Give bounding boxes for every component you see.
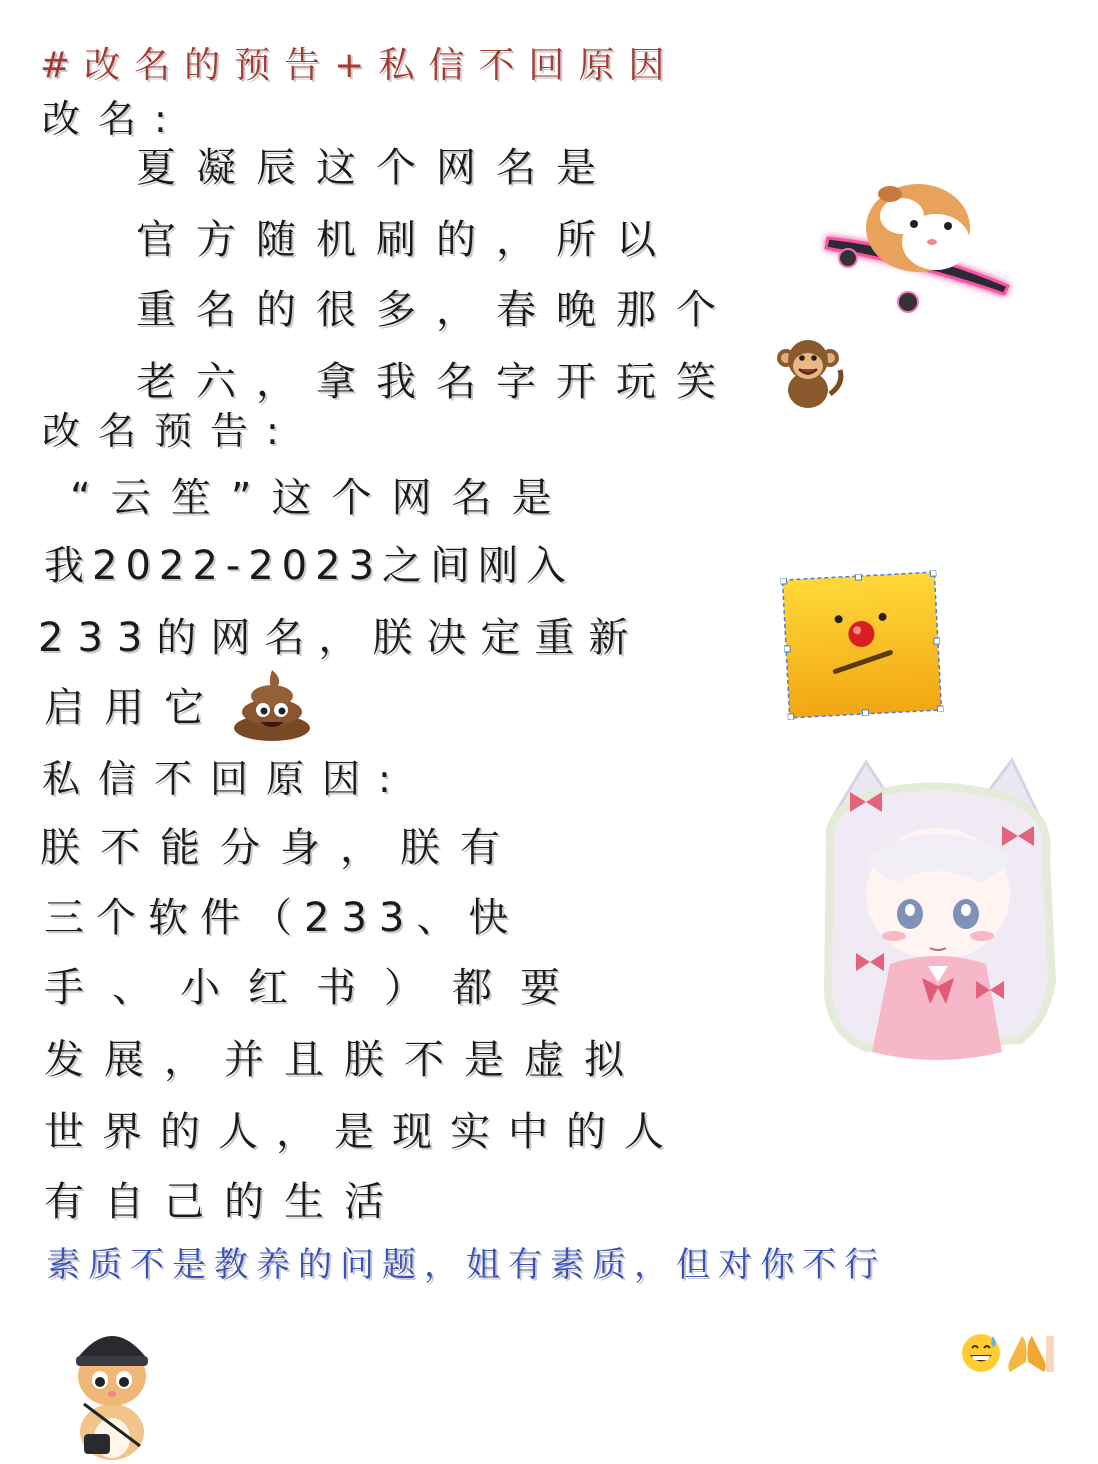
dm-line-2: 三个软件（233、快 — [44, 895, 521, 941]
rename-line-4: 老六，拿我名字开玩笑 — [136, 359, 736, 405]
preview-line-2: 我2022-2023之间刚入 — [44, 543, 575, 589]
preview-line-3: 233的网名，朕决定重新 — [38, 615, 643, 661]
preview-line-4: 启用它 — [44, 685, 224, 731]
grinning-sweat-emoji — [960, 1332, 1002, 1374]
rename-preview-heading: 改名预告: — [42, 409, 297, 453]
dm-line-3: 手、小红书）都要 — [44, 965, 588, 1011]
folded-hands-emoji — [1002, 1332, 1054, 1376]
dm-line-5: 世界的人，是现实中的人 — [44, 1109, 682, 1155]
preview-line-1: “云笙”这个网名是 — [70, 475, 572, 521]
closing-line: 素质不是教养的问题，姐有素质，但对你不行 — [46, 1245, 886, 1285]
clown-face-image — [780, 570, 943, 720]
poop-emoji — [230, 666, 314, 742]
clown-face-sticker[interactable] — [780, 570, 943, 720]
dm-reason-heading: 私信不回原因: — [42, 757, 409, 801]
guinea-pig-skateboard-sticker — [818, 168, 1018, 318]
cat-beanie-sticker — [64, 1316, 160, 1462]
anime-cat-girl-sticker — [806, 752, 1068, 1082]
page-title: #改名的预告+私信不回原因 — [40, 45, 679, 86]
rename-line-3: 重名的很多，春晚那个 — [136, 287, 736, 333]
rename-line-1: 夏凝辰这个网名是 — [136, 145, 616, 191]
dm-line-1: 朕不能分身，朕有 — [40, 825, 520, 871]
rename-heading: 改名: — [42, 97, 185, 141]
rename-line-2: 官方随机刷的，所以 — [136, 217, 676, 263]
monkey-emoji — [774, 334, 846, 410]
dm-line-6: 有自己的生活 — [44, 1179, 404, 1225]
dm-line-4: 发展，并且朕不是虚拟 — [44, 1037, 644, 1083]
